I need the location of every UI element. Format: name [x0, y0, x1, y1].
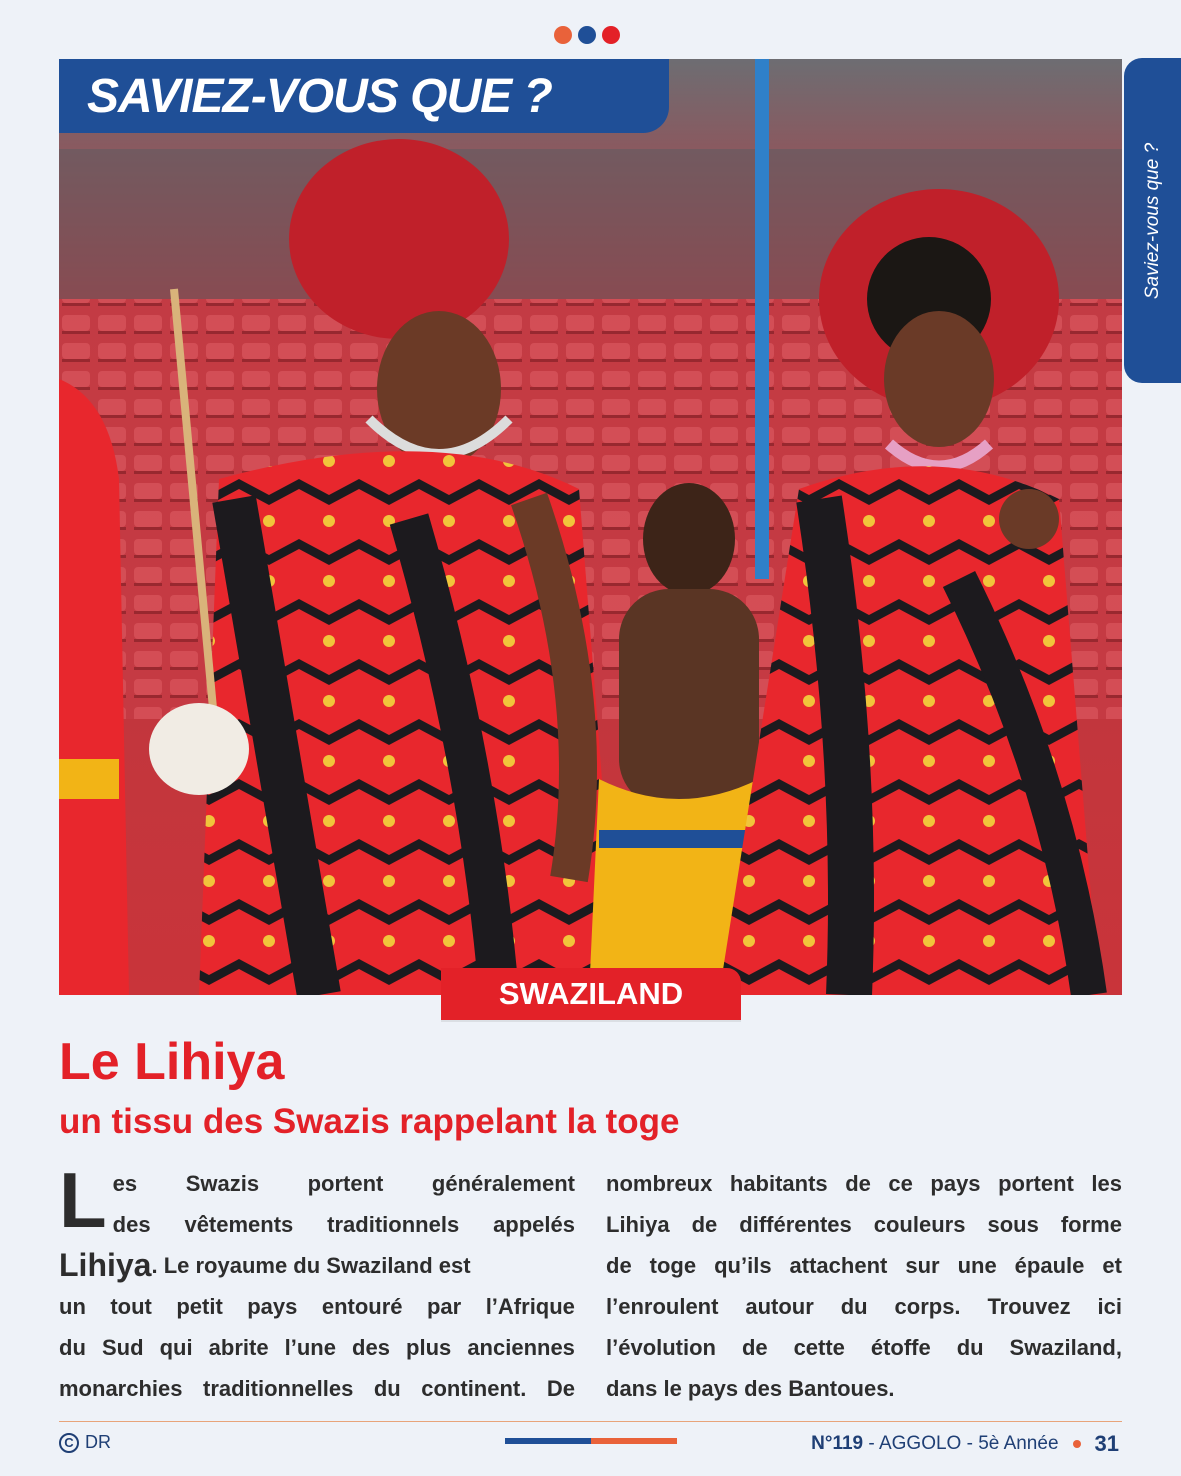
text-line: es Swazis portent généralement — [112, 1171, 575, 1196]
footer-info — [811, 1431, 1119, 1457]
article-subtitle: un tissu des Swazis rappelant la toge — [59, 1102, 680, 1141]
footer-rule — [59, 1421, 1122, 1422]
copyright-icon: C — [59, 1433, 79, 1453]
banner-title: SAVIEZ-VOUS QUE ? — [87, 69, 552, 123]
text-line: du Sud qui abrite l’une des plus anciennes — [59, 1335, 575, 1360]
body-column-2 — [606, 1163, 1122, 1409]
dot-red — [602, 26, 620, 44]
hero-photo — [59, 59, 1122, 995]
photo-credit — [59, 1432, 111, 1453]
issue-number: N°119 — [811, 1433, 864, 1454]
text-line: monarchies traditionnelles du continent. De — [59, 1376, 575, 1401]
article-title: Le Lihiya — [59, 1033, 285, 1091]
text-line: des vêtements traditionnels appelés — [112, 1212, 575, 1237]
dropcap: L — [59, 1156, 107, 1244]
magazine-name: - AGGOLO - 5è Année — [863, 1433, 1059, 1454]
section-banner — [59, 59, 669, 133]
page-number: 31 — [1094, 1431, 1119, 1456]
footer-color-bar — [505, 1438, 677, 1444]
text-line: de toge qu’ils attachent sur une épaule et — [606, 1253, 1122, 1278]
text-line: nombreux habitants de ce pays portent les — [606, 1171, 1122, 1196]
country-label: SWAZILAND — [498, 976, 684, 1011]
separator-dot-icon — [1073, 1440, 1081, 1448]
dot-orange — [554, 26, 572, 44]
header-dots — [554, 26, 620, 44]
side-tab-label: Saviez-vous que ? — [1141, 142, 1163, 299]
text-line: dans le pays des Bantoues. — [606, 1376, 895, 1401]
text-line: Lihiya . Le royaume du Swaziland est — [59, 1245, 575, 1286]
text-line: l’évolution de cette étoffe du Swaziland, — [606, 1335, 1122, 1360]
country-tag — [441, 968, 741, 1020]
section-side-tab — [1124, 58, 1181, 383]
credit-text: DR — [85, 1432, 111, 1452]
text-line: l’enroulent autour du corps. Trouvez ici — [606, 1294, 1122, 1319]
text-line: un tout petit pays entouré par l’Afrique — [59, 1294, 575, 1319]
lihiya-word: Lihiya — [59, 1247, 152, 1283]
body-column-1 — [59, 1156, 575, 1409]
text-line: Lihiya de différentes couleurs sous forme — [606, 1212, 1122, 1237]
dot-blue — [578, 26, 596, 44]
